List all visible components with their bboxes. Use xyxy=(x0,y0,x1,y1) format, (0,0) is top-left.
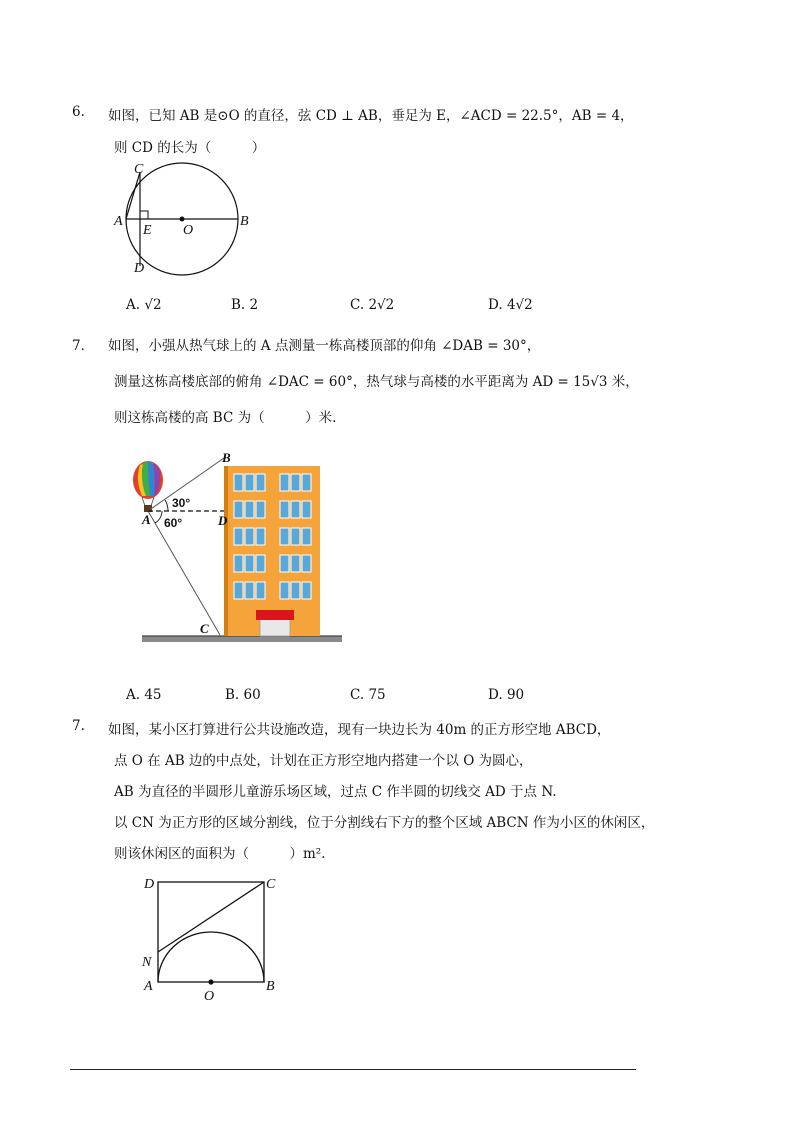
q7b-label-N: N xyxy=(142,955,152,970)
q7b-stem-line2: 点 O 在 AB 边的中点处，计划在正方形空地内搭建一个以 O 为圆心， xyxy=(114,753,533,769)
q7b-square-figure xyxy=(138,870,288,1004)
q7b-label-C: C xyxy=(266,877,276,892)
q7b-number: 7. xyxy=(72,718,85,734)
q7b-stem-line1: 如图，某小区打算进行公共设施改造，现有一块边长为 40m 的正方形空地 ABCD， xyxy=(108,722,611,738)
q7b-stem-line5: 则该休闲区的面积为（ ）m². xyxy=(114,846,326,862)
q7a-angle-60: 60° xyxy=(164,516,183,530)
q7a-angle-30: 30° xyxy=(172,496,191,510)
q7a-number: 7． xyxy=(72,338,95,354)
q7a-building-figure xyxy=(128,448,358,648)
q7a-label-C: C xyxy=(200,621,209,636)
q6-option-c[interactable]: C. 2√2 xyxy=(350,297,395,313)
q7a-option-b[interactable]: B. 60 xyxy=(225,687,261,703)
q7a-option-d[interactable]: D. 90 xyxy=(488,687,525,703)
q6-option-a[interactable]: A. √2 xyxy=(126,297,162,313)
q6-option-b[interactable]: B. 2 xyxy=(231,297,259,313)
q6-label-A: A xyxy=(114,214,123,229)
q6-stem-line2: 则 CD 的长为（ ） xyxy=(114,140,266,156)
q6-label-O: O xyxy=(183,223,194,238)
q7a-option-a[interactable]: A. 45 xyxy=(126,687,162,703)
q7a-stem-line3: 则这栋高楼的高 BC 为（ ）米. xyxy=(114,410,337,426)
q7b-label-B: B xyxy=(266,979,275,994)
q7a-label-D: D xyxy=(218,513,228,528)
q7b-label-A: A xyxy=(144,979,153,994)
q6-label-C: C xyxy=(134,162,144,177)
q7b-stem-line3: AB 为直径的半圆形儿童游乐场区域，过点 C 作半圆的切线交 AD 于点 N. xyxy=(114,784,557,800)
q6-label-D: D xyxy=(134,261,145,276)
q6-label-B: B xyxy=(240,214,249,229)
q6-number: 6. xyxy=(72,104,85,120)
q7b-stem-line4: 以 CN 为正方形的区域分割线，位于分割线右下方的整个区域 ABCN 作为小区的休闲区， xyxy=(114,815,655,831)
q7a-label-B: B xyxy=(222,450,231,465)
q6-circle-figure xyxy=(110,160,260,290)
q7a-option-c[interactable]: C. 75 xyxy=(350,687,386,703)
footer-rule xyxy=(70,1069,636,1070)
hot-air-balloon-icon xyxy=(133,461,163,512)
q6-stem-line1: 如图，已知 AB 是⊙O 的直径，弦 CD ⊥ AB，垂足为 E，∠ACD = 22.5°，AB = 4， xyxy=(108,108,634,124)
q6-option-d[interactable]: D. 4√2 xyxy=(488,297,533,313)
q7a-stem-line1: 如图，小强从热气球上的 A 点测量一栋高楼顶部的仰角 ∠DAB = 30°， xyxy=(108,338,541,354)
q7b-label-D: D xyxy=(144,877,155,892)
q6-label-E: E xyxy=(143,223,152,238)
q7b-label-O: O xyxy=(204,989,215,1004)
q7a-stem-line2: 测量这栋高楼底部的俯角 ∠DAC = 60°，热气球与高楼的水平距离为 AD = 15√3 米， xyxy=(114,374,639,390)
q7a-label-A: A xyxy=(142,512,151,527)
